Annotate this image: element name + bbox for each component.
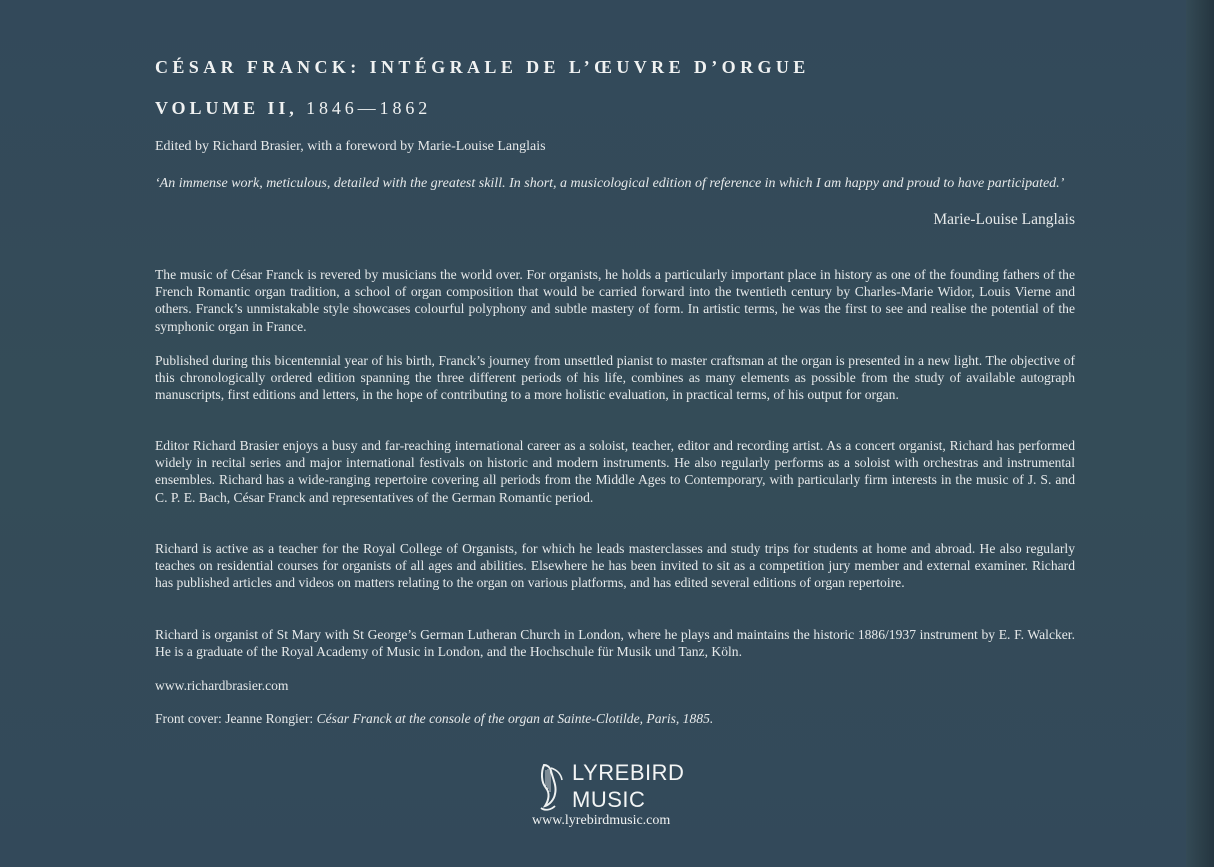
paragraph-organist: Richard is organist of St Mary with St George’s German Lutheran Church in London, where he plays and maintains the historic 1886/1937 instrument by E. F. Walcker. He is a graduate of the Royal Academy of Music in London, and the Hochschule für Musik und Tanz, Köln.	[155, 627, 1075, 660]
paragraph-edition: Published during this bicentennial year of his birth, Franck’s journey from unsettled pianist to master craftsman at the organ is presented in a new light. The objective of this chronologically ordered edition spanning the three different periods of his life, combines as many elements as possible from the study of available autograph manuscripts, first editions and letters, in the hope of contributing to a more holistic evaluation, in practical terms, of his output for organ.	[155, 353, 1075, 403]
volume-label: VOLUME II,	[155, 98, 298, 118]
foreword-quote: ‘An immense work, meticulous, detailed with the greatest skill. In short, a musicological edition of reference in which I am happy and proud to have participated.’	[155, 176, 1065, 191]
publisher-name-line2: MUSIC	[572, 787, 646, 812]
paragraph-teaching: Richard is active as a teacher for the Royal College of Organists, for which he leads masterclasses and study trips for students at home and abroad. He also regularly teaches on residential courses for organists of all ages and abilities. Elsewhere he has been invited to sit as a competition jury member and external examiner. Richard has published articles and videos on matters relating to the organ on various platforms, and has edited several editions of organ repertoire.	[155, 541, 1075, 591]
paragraph-franck-intro: The music of César Franck is revered by musicians the world over. For organists, he holds a particularly important place in history as one of the founding fathers of the French Romantic organ tradition, a school of organ composition that would be carried forward into the twentieth century by Charles-Marie Widor, Louis Vierne and others. Franck’s unmistakable style showcases colourful polyphony and subtle mastery of form. In artistic terms, he was the first to see and realise the potential of the symphonic organ in France.	[155, 267, 1075, 334]
editor-website: www.richardbrasier.com	[155, 678, 289, 693]
volume-heading	[155, 98, 431, 119]
paragraph-editor-bio: Editor Richard Brasier enjoys a busy and far-reaching international career as a soloist, teacher, editor and recording artist. As a concert organist, Richard has performed widely in recital series and major international festivals on historic and modern instruments. He also regularly performs as a soloist with orchestras and instrumental ensembles. Richard has a wide-ranging repertoire covering all periods from the Middle Ages to Contemporary, with particularly firm interests in the music of J. S. and C. P. E. Bach, César Franck and representatives of the German Romantic period.	[155, 438, 1075, 505]
quote-attribution: Marie-Louise Langlais	[933, 211, 1075, 228]
book-spine-edge	[1186, 0, 1214, 867]
publisher-url: www.lyrebirdmusic.com	[532, 813, 671, 828]
series-title: CÉSAR FRANCK: INTÉGRALE DE L’ŒUVRE D’ORGUE	[155, 57, 810, 77]
publisher-name-line1: LYREBIRD	[572, 760, 685, 785]
lyre-harp-icon	[537, 762, 567, 812]
cover-credit	[155, 711, 713, 727]
publisher-logo	[537, 760, 707, 816]
cover-credit-title: César Franck at the console of the organ at Sainte-Clotilde, Paris, 1885.	[316, 711, 714, 726]
editor-line: Edited by Richard Brasier, with a foreword by Marie-Louise Langlais	[155, 139, 546, 154]
volume-years: 1846—1862	[306, 98, 432, 118]
cover-credit-prefix: Front cover: Jeanne Rongier:	[155, 711, 317, 726]
